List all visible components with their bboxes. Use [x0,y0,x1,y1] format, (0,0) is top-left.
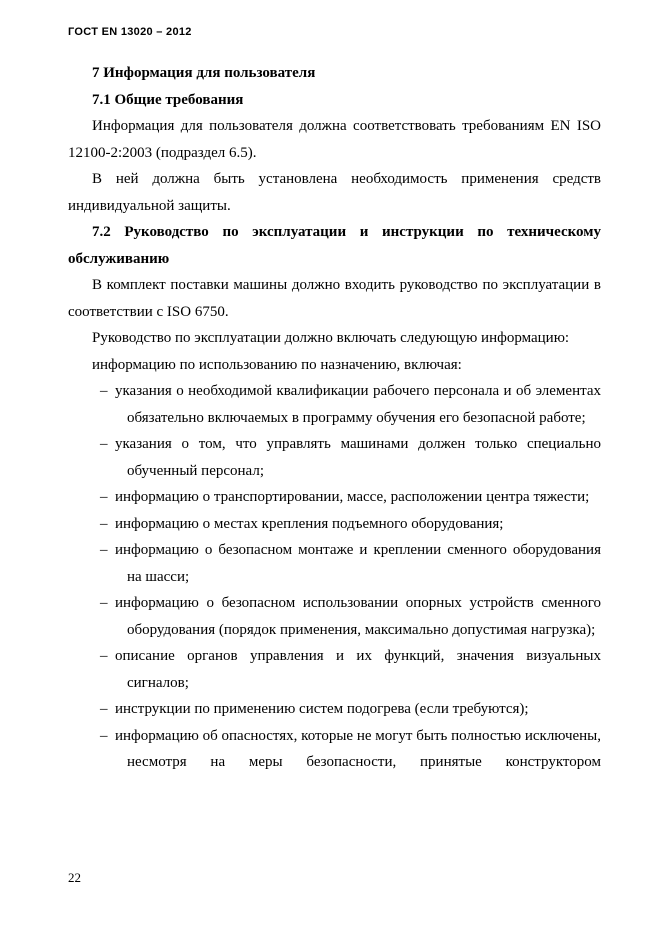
list-item-text: инструкции по применению систем подогрева (если требуются); [115,701,529,717]
dash-marker: – [100,489,108,505]
dash-marker: – [100,701,108,717]
dash-marker: – [100,383,108,399]
page-number: 22 [68,870,81,885]
paragraph-manual-delivery: В комплект поставки машины должно входить руководство по эксплуатации в соответствии с ISO 6750. [68,277,601,320]
heading-section-7-2: 7.2 Руководство по эксплуатации и инструкции по техническому обслуживанию [68,224,601,267]
list-item [68,643,601,696]
paragraph-protection: В ней должна быть установлена необходимость применения средств индивидуальной защиты. [68,171,601,214]
list-item [68,537,601,590]
list-item [68,511,601,538]
dash-marker: – [100,595,108,611]
list-item-text: информацию о местах крепления подъемного оборудования; [115,515,504,532]
list-item [68,696,601,723]
list-item-text: информацию о безопасном монтаже и креплении сменного оборудования на шасси; [115,542,601,585]
paragraph-info-requirements: Информация для пользователя должна соответствовать требованиям EN ISO 12100-2:2003 (подраздел 6.5). [68,118,601,161]
dash-marker: – [100,648,108,664]
list-item-text: информацию о безопасном использовании опорных устройств сменного оборудования (порядок применения, максимально допустимая нагрузка); [115,595,601,638]
list-item [68,378,601,431]
list-item [68,484,601,511]
dash-marker: – [100,727,108,744]
list-item-text: описание органов управления и их функций, значения визуальных сигналов; [115,648,601,691]
document-header: ГОСТ EN 13020 – 2012 [68,26,192,38]
dash-marker: – [100,436,108,452]
dash-marker: – [100,542,108,558]
bullet-list [68,378,601,776]
list-item-text: указания о том, что управлять машинами должен только специально обученный персонал; [115,436,601,479]
list-item-text: информацию о транспортировании, массе, расположении центра тяжести; [115,489,590,505]
heading-section-7: 7 Информация для пользователя [92,65,316,81]
heading-section-7-1: 7.1 Общие требования [92,91,244,108]
document-body [68,60,601,776]
list-item-text: указания о необходимой квалификации рабочего персонала и об элементах обязательно включаемых в программу обучения его безопасной работе; [115,383,601,426]
paragraph-usage-info: информацию по использованию по назначению, включая: [92,356,462,373]
list-item-text: информацию об опасностях, которые не могут быть полностью исключены, несмотря на меры безопасности, принятые конструктором [115,727,601,770]
list-item [68,590,601,643]
list-item [68,723,601,776]
paragraph-manual-contents: Руководство по эксплуатации должно включать следующую информацию: [92,330,570,346]
dash-marker: – [100,515,108,532]
list-item [68,431,601,484]
